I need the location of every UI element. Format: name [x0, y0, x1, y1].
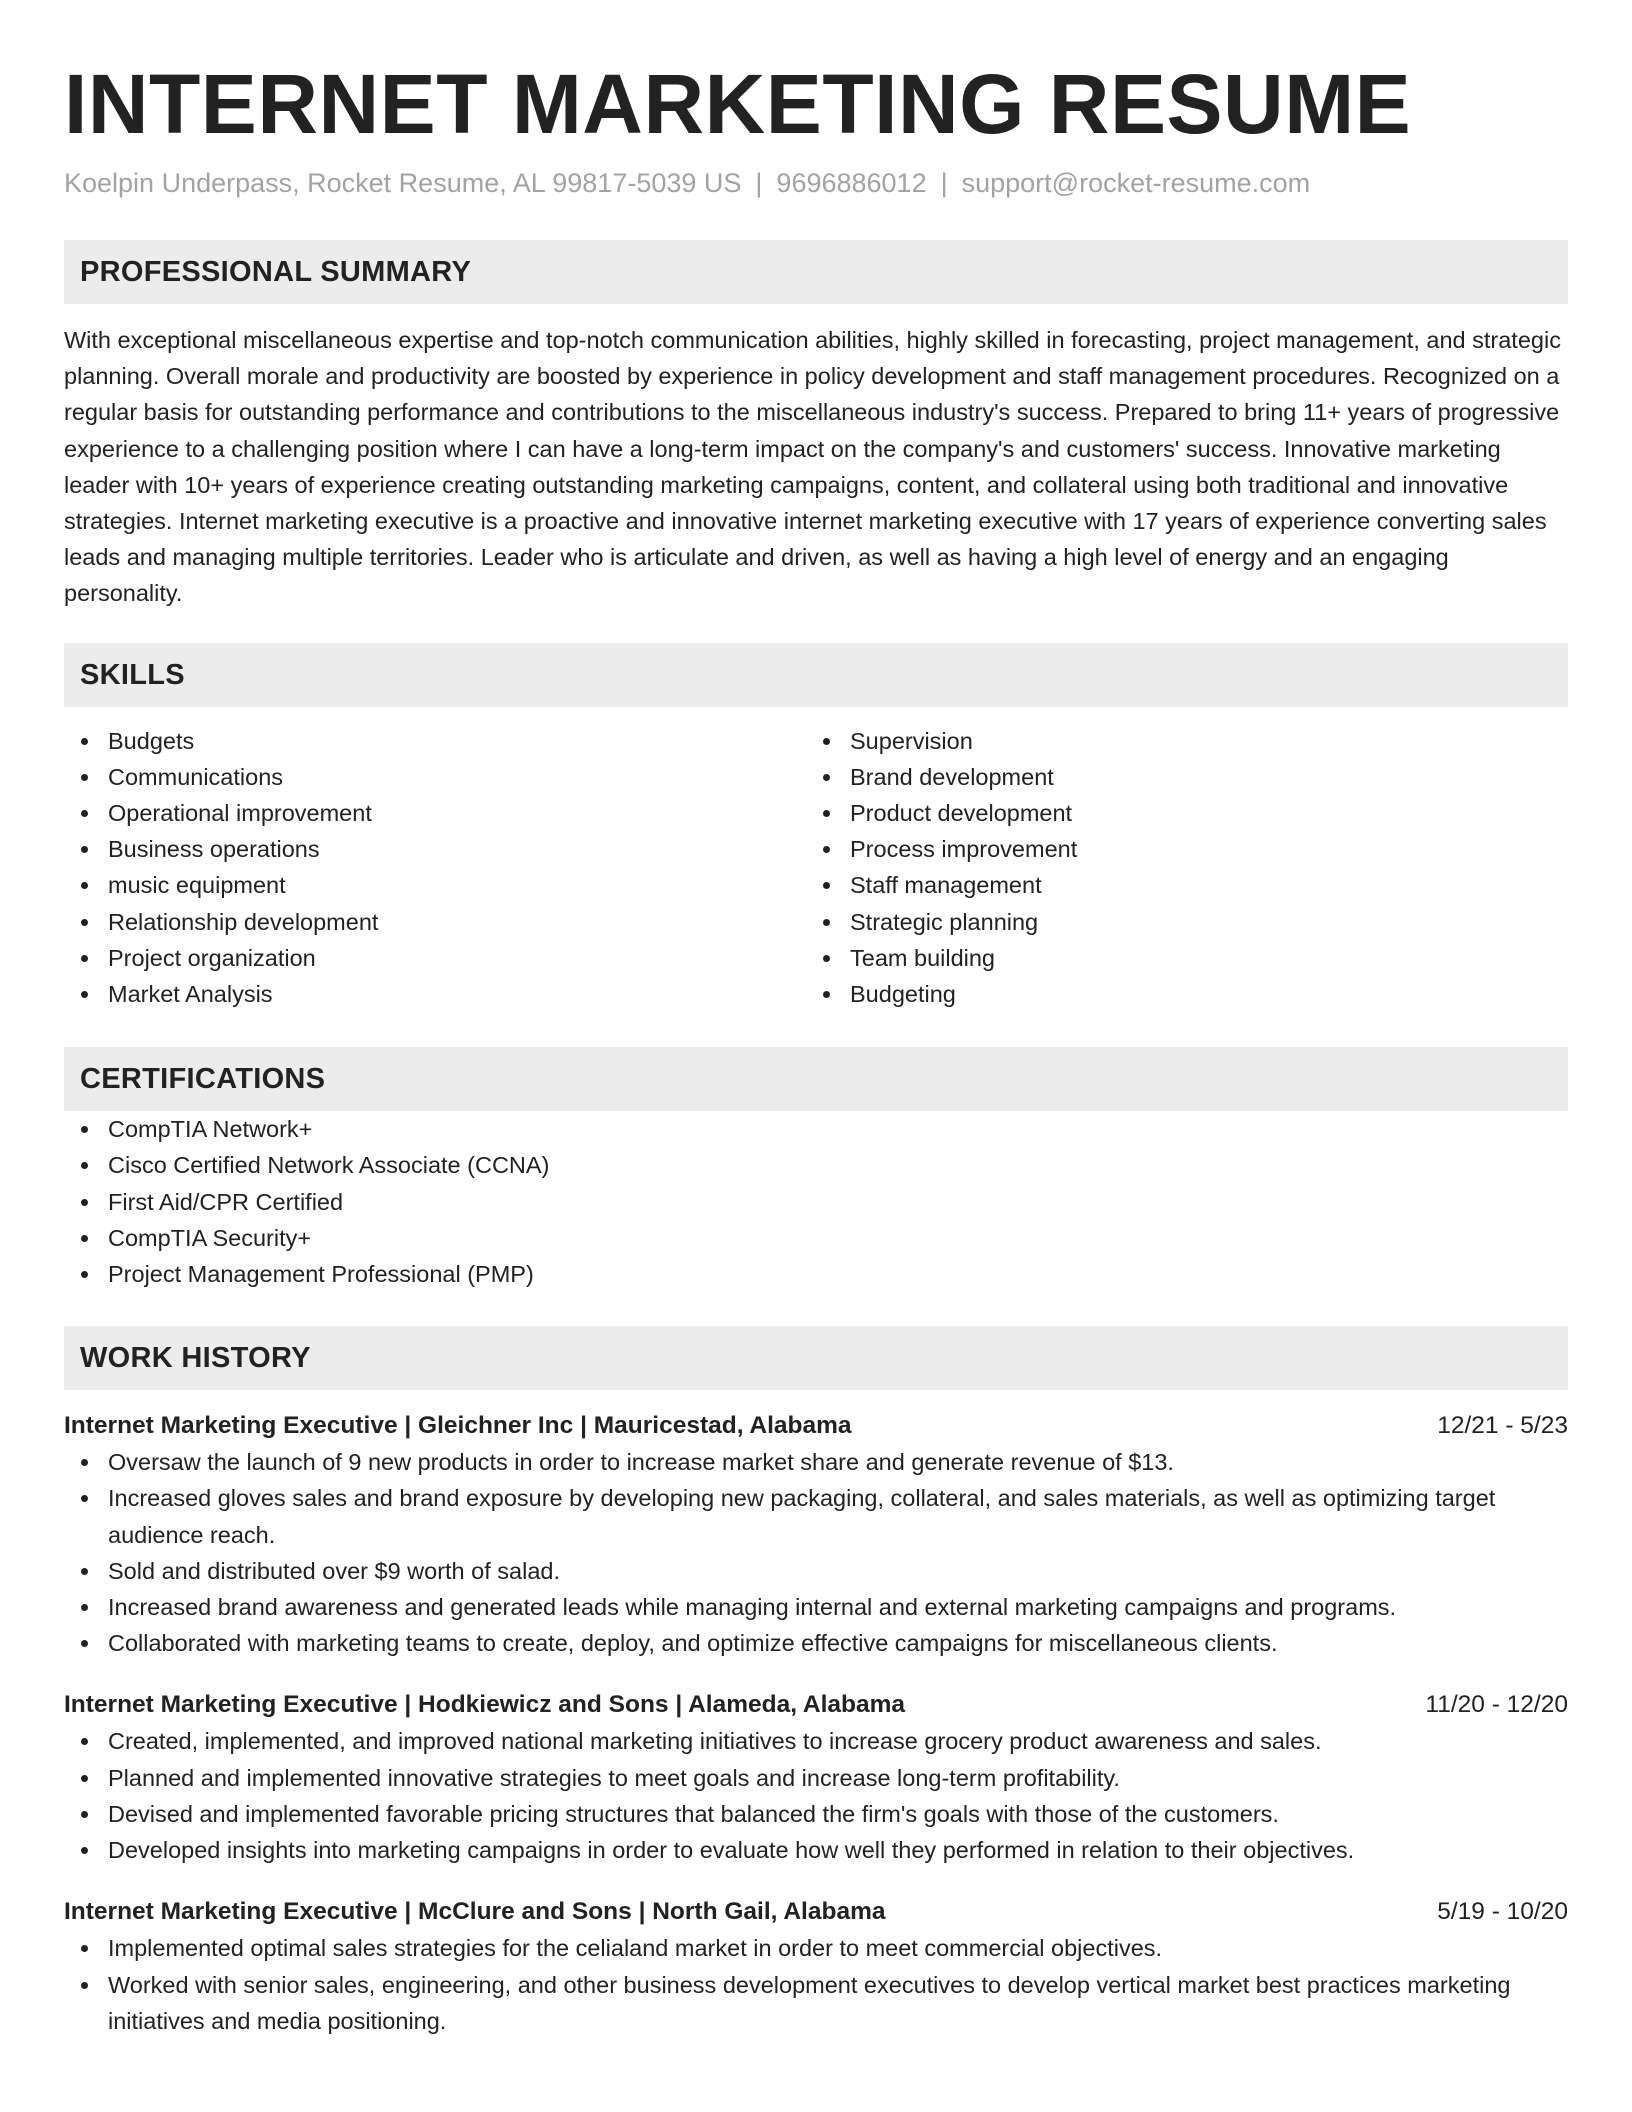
- skills-list-left: [64, 723, 806, 1013]
- job-entry: [64, 1687, 1568, 1868]
- job-header: [64, 1894, 1568, 1930]
- job-dates: 11/20 - 12/20: [1425, 1691, 1568, 1719]
- certification-item: First Aid/CPR Certified: [64, 1184, 1568, 1220]
- section-header-summary: PROFESSIONAL SUMMARY: [64, 240, 1568, 304]
- certifications-list: [64, 1111, 1568, 1292]
- job-title: Internet Marketing Executive | Gleichner Inc | Mauricestad, Alabama: [64, 1412, 852, 1440]
- skill-item: Product development: [806, 795, 1548, 831]
- certification-item: CompTIA Security+: [64, 1220, 1568, 1256]
- job-bullet: Sold and distributed over $9 worth of salad.: [64, 1553, 1568, 1589]
- contact-line: [64, 166, 1568, 200]
- certification-item: Project Management Professional (PMP): [64, 1256, 1568, 1292]
- resume-title: INTERNET MARKETING RESUME: [64, 57, 1412, 151]
- job-entry: [64, 1894, 1568, 2039]
- skill-item: Staff management: [806, 867, 1548, 903]
- job-bullets: [64, 1444, 1568, 1661]
- skill-item: Budgets: [64, 723, 806, 759]
- skill-item: music equipment: [64, 867, 806, 903]
- section-header-certifications: CERTIFICATIONS: [64, 1047, 1568, 1111]
- job-header: [64, 1408, 1568, 1444]
- job-bullet: Collaborated with marketing teams to create, deploy, and optimize effective campaigns for miscellaneous clients.: [64, 1625, 1568, 1661]
- job-dates: 5/19 - 10/20: [1437, 1898, 1568, 1926]
- job-bullet: Implemented optimal sales strategies for the celialand market in order to meet commercial objectives.: [64, 1930, 1568, 1966]
- skill-item: Relationship development: [64, 904, 806, 940]
- skill-item: Operational improvement: [64, 795, 806, 831]
- job-bullet: Increased brand awareness and generated leads while managing internal and external marketing campaigns and programs.: [64, 1589, 1568, 1625]
- skill-item: Business operations: [64, 831, 806, 867]
- job-bullet: Worked with senior sales, engineering, and other business development executives to develop vertical market best practices marketing initiatives and media positioning.: [64, 1967, 1568, 2039]
- skill-item: Team building: [806, 940, 1548, 976]
- job-bullet: Devised and implemented favorable pricing structures that balanced the firm's goals with those of the customers.: [64, 1796, 1568, 1832]
- contact-separator: |: [940, 168, 948, 198]
- job-bullets: [64, 1930, 1568, 2039]
- contact-phone: 9696886012: [776, 168, 927, 198]
- contact-separator: |: [755, 168, 763, 198]
- skills-grid: [64, 723, 1568, 1013]
- job-entry: [64, 1408, 1568, 1661]
- section-header-skills: SKILLS: [64, 643, 1568, 707]
- job-bullets: [64, 1723, 1568, 1868]
- job-bullet: Planned and implemented innovative strategies to meet goals and increase long-term profitability.: [64, 1760, 1568, 1796]
- skill-item: Process improvement: [806, 831, 1548, 867]
- job-bullet: Oversaw the launch of 9 new products in order to increase market share and generate revenue of $13.: [64, 1444, 1568, 1480]
- job-bullet: Created, implemented, and improved national marketing initiatives to increase grocery product awareness and sales.: [64, 1723, 1568, 1759]
- section-header-work-history: WORK HISTORY: [64, 1326, 1568, 1390]
- skill-item: Project organization: [64, 940, 806, 976]
- skill-item: Communications: [64, 759, 806, 795]
- skill-item: Budgeting: [806, 976, 1548, 1012]
- skill-item: Strategic planning: [806, 904, 1548, 940]
- skill-item: Brand development: [806, 759, 1548, 795]
- contact-address: Koelpin Underpass, Rocket Resume, AL 99817-5039 US: [64, 168, 742, 198]
- contact-email: support@rocket-resume.com: [961, 168, 1311, 198]
- skills-list-right: [806, 723, 1548, 1013]
- job-header: [64, 1687, 1568, 1723]
- job-title: Internet Marketing Executive | McClure and Sons | North Gail, Alabama: [64, 1898, 886, 1926]
- certification-item: Cisco Certified Network Associate (CCNA): [64, 1147, 1568, 1183]
- job-bullet: Increased gloves sales and brand exposure by developing new packaging, collateral, and sales materials, as well as optimizing target audience reach.: [64, 1480, 1568, 1552]
- summary-text: With exceptional miscellaneous expertise and top-notch communication abilities, highly skilled in forecasting, project management, and strategic planning. Overall morale and productivity are boosted by experience in policy development and staff management procedures. Recognized on a regular basis for outstanding performance and contributions to the miscellaneous industry's success. Prepared to bring 11+ years of progressive experience to a challenging position where I can have a long-term impact on the company's and customers' success. Innovative marketing leader with 10+ years of experience creating outstanding marketing campaigns, content, and collateral using both traditional and innovative strategies. Internet marketing executive is a proactive and innovative internet marketing executive with 17 years of experience converting sales leads and managing multiple territories. Leader who is articulate and driven, as well as having a high level of energy and an engaging personality.: [64, 327, 1561, 607]
- skill-item: Market Analysis: [64, 976, 806, 1012]
- certification-item: CompTIA Network+: [64, 1111, 1568, 1147]
- skill-item: Supervision: [806, 723, 1548, 759]
- job-bullet: Developed insights into marketing campaigns in order to evaluate how well they performed in relation to their objectives.: [64, 1832, 1568, 1868]
- resume-page: [64, 0, 1568, 2039]
- job-title: Internet Marketing Executive | Hodkiewicz and Sons | Alameda, Alabama: [64, 1691, 906, 1719]
- job-dates: 12/21 - 5/23: [1437, 1412, 1568, 1440]
